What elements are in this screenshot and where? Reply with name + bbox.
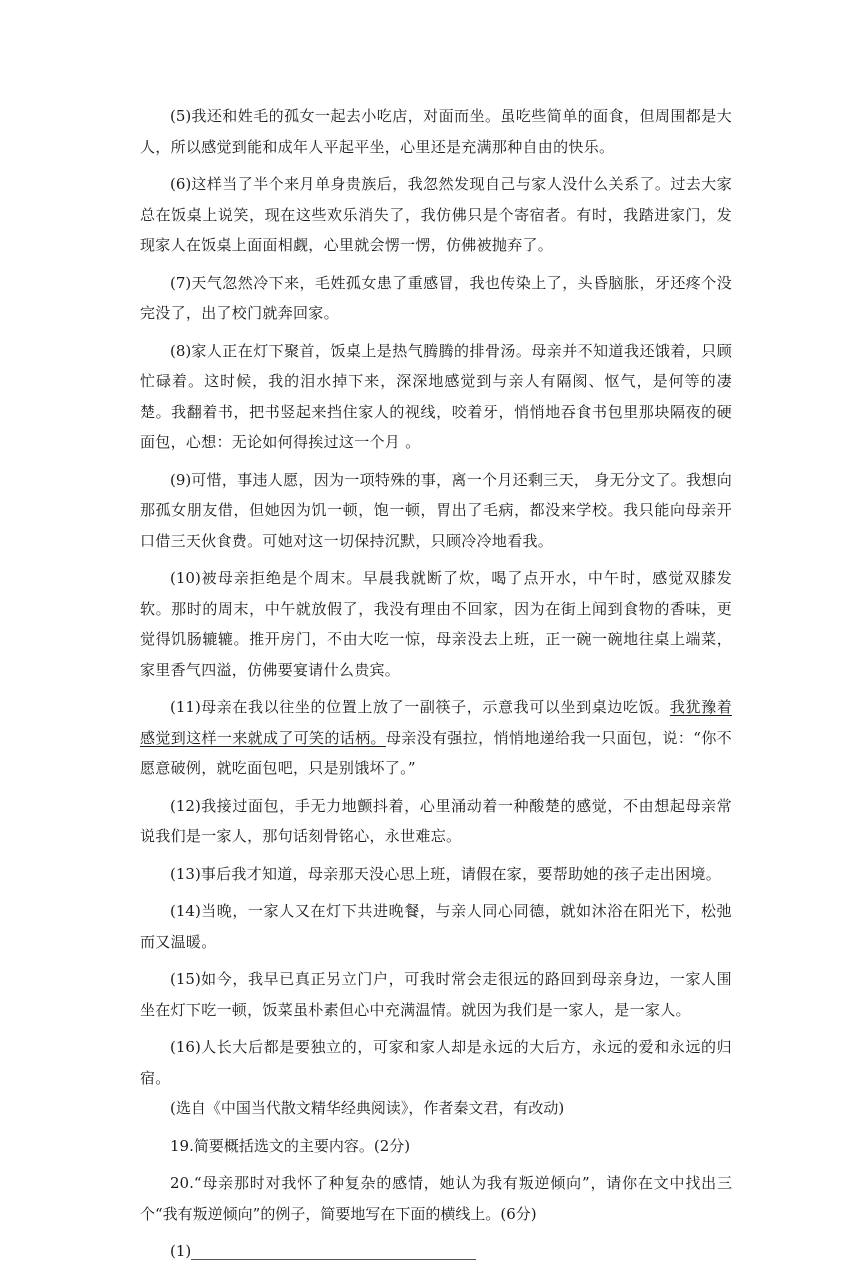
answer-line-1 — [140, 1236, 732, 1267]
source-citation: (选自《中国当代散文精华经典阅读》，作者秦文君，有改动) — [170, 1099, 565, 1117]
paragraph-10: (10)被母亲拒绝是个周末。早晨我就断了炊，喝了点开水，中午时，感觉双膝发软。那时的周末，中午就放假了，我没有理由不回家，因为在街上闻到食物的香味，更觉得饥肠辘辘。推开房门，不由大吃一惊，母亲没去上班，正一碗一碗地往桌上端菜，家里香气四溢，仿佛要宴请什么贵宾。 — [140, 569, 732, 679]
underlined-sentence: 我犹豫着感觉到这样一来就成了可笑的话柄。 — [140, 698, 732, 747]
question-19: 19.简要概括选文的主要内容。(2分) — [170, 1136, 411, 1155]
paragraph-11: (11)母亲在我以往坐的位置上放了一副筷子，示意我可以坐到桌边吃饭。我犹豫着感觉到这样一来就成了可笑的话柄。母亲没有强拉，悄悄地递给我一只面包，说：“你不愿意破例，就吃面包吧，只是别饿坏了。” — [140, 698, 732, 777]
paragraph-6: (6)这样当了半个来月单身贵族后，我忽然发现自己与家人没什么关系了。过去大家总在饭桌上说笑，现在这些欢乐消失了，我仿佛只是个寄宿者。有时，我踏进家门，发现家人在饭桌上面面相觑，心里就会愣一愣，仿佛被抛弃了。 — [140, 175, 732, 254]
paragraph-14: (14)当晚，一家人又在灯下共进晚餐，与亲人同心同德，就如沐浴在阳光下，松弛而又温暖。 — [140, 902, 732, 951]
paragraph-15: (15)如今，我早已真正另立门户，可我时常会走很远的路回到母亲身边，一家人围坐在灯下吃一顿，饭菜虽朴素但心中充满温情。就因为我们是一家人，是一家人。 — [140, 970, 732, 1019]
paragraph-12: (12)我接过面包，手无力地颤抖着，心里涌动着一种酸楚的感觉，不由想起母亲常说我们是一家人，那句话刻骨铭心，永世难忘。 — [140, 796, 732, 845]
paragraph-7: (7)天气忽然冷下来，毛姓孤女患了重感冒，我也传染上了，头昏脑胀，牙还疼个没完没了，出了校门就奔回家。 — [140, 273, 732, 322]
paragraph-8: (8)家人正在灯下聚首，饭桌上是热气腾腾的排骨汤。母亲并不知道我还饿着，只顾忙碌着。这时候，我的泪水掉下来，深深地感觉到与亲人有隔阂、怄气，是何等的凄楚。我翻着书，把书竖起来挡住家人的视线，咬着牙，悄悄地吞食书包里那块隔夜的硬面包，心想：无论如何得挨过这一个月 。 — [140, 341, 732, 451]
answer-label: (1) — [170, 1242, 192, 1260]
paragraph-9: (9)可惜，事违人愿，因为一项特殊的事，离一个月还剩三天， 身无分文了。我想向那孤女朋友借，但她因为饥一顿，饱一顿，胃出了毛病，都没来学校。我只能向母亲开口借三天伙食费。可她对这一切保持沉默，只顾冷冷地看我。 — [140, 470, 732, 550]
paragraph-5: (5)我还和姓毛的孤女一起去小吃店，对面而坐。虽吃些简单的面食，但周围都是大人，所以感觉到能和成年人平起平坐，心里还是充满那种自由的快乐。 — [140, 107, 732, 156]
paragraph-13: (13)事后我才知道，母亲那天没心思上班，请假在家，要帮助她的孩子走出困境。 — [170, 864, 722, 883]
question-20: 20.“母亲那时对我怀了种复杂的感情，她认为我有叛逆倾向”，请你在文中找出三个“我有叛逆倾向”的例子，简要地写在下面的横线上。(6分) — [140, 1174, 732, 1223]
answer-blank[interactable] — [191, 1241, 476, 1260]
paragraph-16: (16)人长大后都是要独立的，可家和家人却是永远的大后方，永远的爱和永远的归宿。 — [140, 1038, 732, 1087]
reading-passage — [140, 101, 732, 1267]
